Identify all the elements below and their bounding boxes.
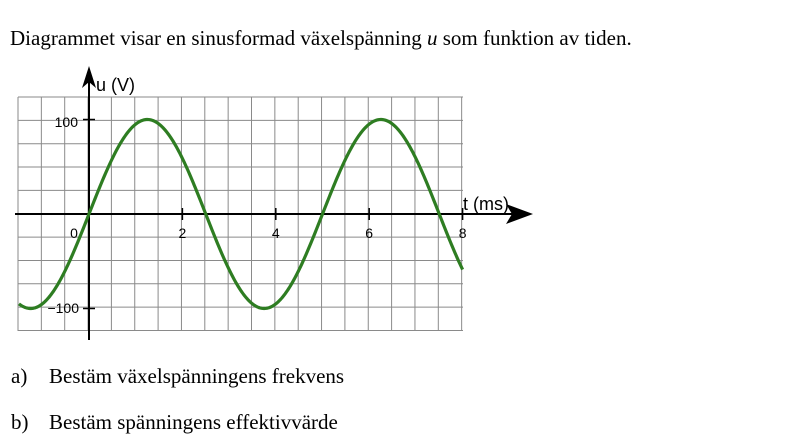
y-tick-label-100: 100 (54, 114, 78, 130)
question-a (11, 364, 344, 389)
intro-text-before: Diagrammet visar en sinusformad växelspänning (10, 26, 427, 50)
question-b (11, 410, 338, 435)
x-tick-label: 8 (458, 225, 467, 241)
question-a-text: Bestäm växelspänningens frekvens (49, 364, 345, 388)
intro-text-after: som funktion av tiden. (437, 26, 632, 50)
x-axis-label: t (ms) (463, 194, 509, 214)
chart-labels (47, 75, 509, 316)
x-tick-label: 6 (365, 225, 374, 241)
y-axis-label: u (V) (96, 75, 136, 95)
x-tick-label: 4 (271, 225, 280, 241)
question-b-text: Bestäm spänningens effektivvärde (49, 410, 338, 434)
y-tick-label-minus-100: −100 (47, 300, 79, 316)
origin-label: 0 (70, 225, 78, 241)
question-a-label: a) (11, 364, 28, 388)
x-tick-label: 2 (178, 225, 187, 241)
intro-variable: u (426, 26, 438, 50)
question-b-label: b) (11, 410, 29, 434)
